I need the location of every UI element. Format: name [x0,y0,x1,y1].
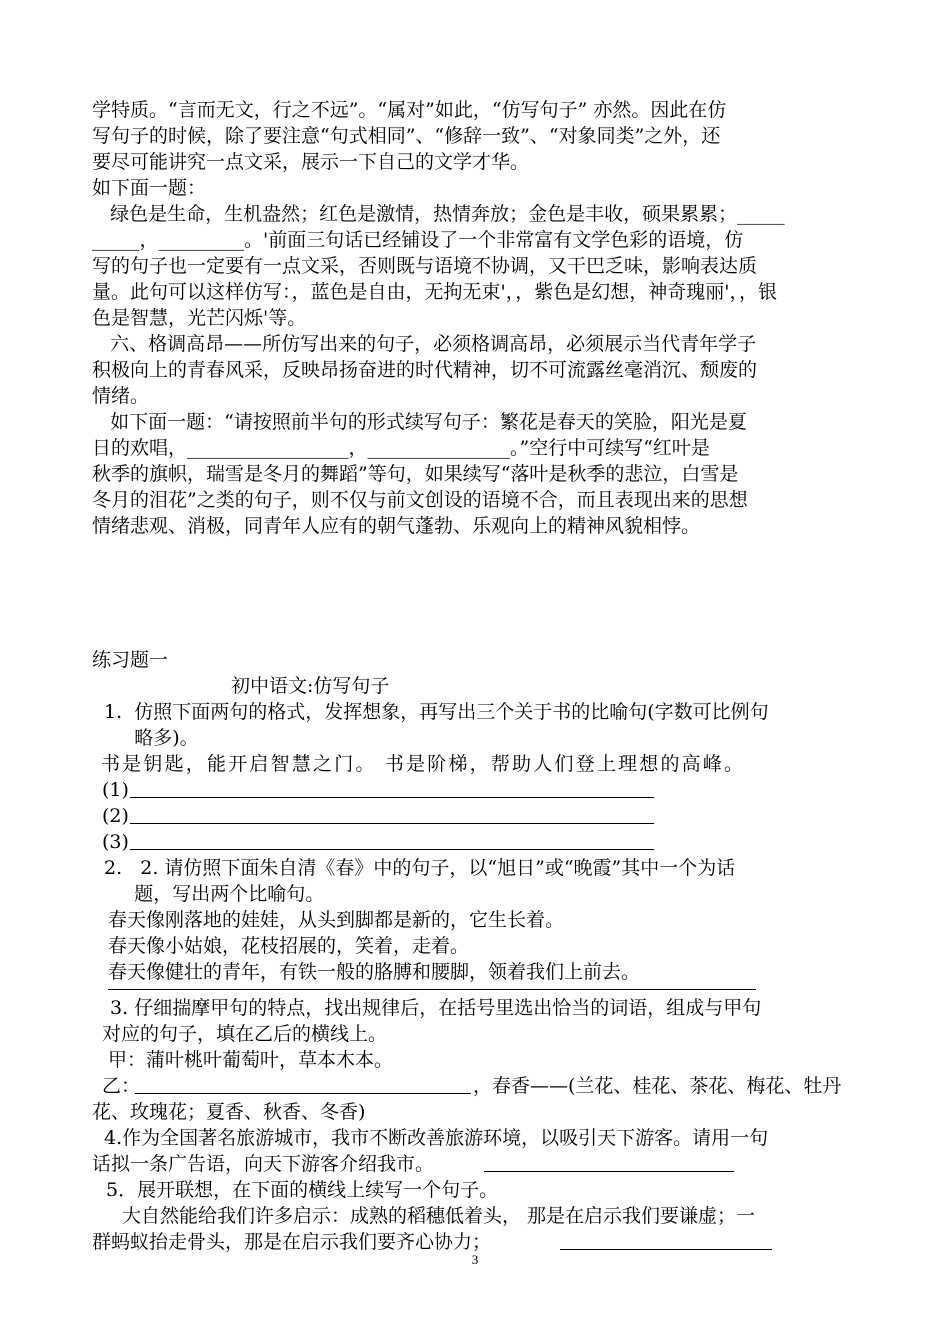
question-3-text: 3. 仔细揣摩甲句的特点，找出规律后，在括号里选出恰当的词语，组成与甲句 [104,997,762,1019]
text-line: 六、格调高昂——所仿写出来的句子，必须格调高昂，必须展示当代青年学子 [92,333,757,355]
question-3-yi-label: 乙： [102,1075,141,1097]
exercise-title: 初中语文:仿写句子 [231,675,390,697]
answer-blank-q5[interactable] [560,1249,772,1250]
text-line: 情绪悲观、消极，同青年人应有的朝气蓬勃、乐观向上的精神风貌相悖。 [92,515,701,537]
text-line: 秋季的旗帜，瑞雪是冬月的舞蹈”等句，如果续写“落叶是秋季的悲泣，白雪是 [92,463,739,485]
question-4-text: 4.作为全国著名旅游城市，我市不断改善旅游环境，以吸引天下游客。请用一句 [104,1127,769,1149]
text-line: 如下面一题：“请按照前半句的形式续写句子：繁花是春天的笑脸，阳光是夏 [92,411,747,433]
answer-label: (2) [102,805,129,827]
text-line: 量。此句可以这样仿写：，蓝色是自由，无拘无束'，，紫色是幻想，神奇瑰丽'，，银 [92,281,777,303]
answer-blank-q3[interactable] [135,1093,471,1094]
text-line: 写句子的时候，除了要注意“句式相同”、“修辞一致”、“对象同类”之外，还 [92,125,721,147]
text-line: 学特质。“言而无文，行之不远”。“属对”如此，“仿写句子” 亦然。因此在仿 [92,99,727,121]
answer-blank-q4[interactable] [484,1171,734,1172]
question-2-text: 题，写出两个比喻句。 [104,883,325,905]
answer-label: (1) [102,779,129,801]
exercise-heading: 练习题一 [92,649,169,671]
answer-blank-1[interactable] [130,797,654,798]
question-4-text: 话拟一条广告语，向天下游客介绍我市。 [92,1153,435,1175]
text-line: 要尽可能讲究一点文采，展示一下自己的文学才华。 [92,151,530,173]
answer-blank-2[interactable] [130,823,654,824]
text-line: 日的欢唱，_________________，_______________。”空行中可续写“红叶是 [92,437,710,459]
text-line: 情绪。 [92,385,150,407]
answer-blank-3[interactable] [130,849,654,850]
text-line: 绿色是生命，生机盎然；红色是激情，热情奔放；金色是丰收，硕果累累；_____ [92,203,785,225]
question-1-text: 1. 仿照下面两句的格式，发挥想象，再写出三个关于书的比喻句(字数可比例句 [104,701,769,723]
question-5-text: 群蚂蚁抬走骨头，那是在启示我们要齐心协力； [92,1231,492,1253]
question-1-example: 书是钥匙，能开启智慧之门。 书是阶梯，帮助人们登上理想的高峰。 [101,753,746,775]
question-3-text: 对应的句子，填在乙后的横线上。 [102,1023,388,1045]
text-line: 色是智慧，光芒闪烁'等。 [92,307,307,329]
question-1-text: 略多)。 [104,727,199,749]
text-line: _____，_________。'前面三句话已经铺设了一个非常富有文学色彩的语境，仿 [92,229,744,251]
question-5-text: 大自然能给我们许多启示：成熟的稻穗低着头， 那是在启示我们要谦虚；一 [122,1205,756,1227]
text-line: 积极向上的青春风采，反映昂扬奋进的时代精神，切不可流露丝毫消沉、颓废的 [92,359,758,381]
answer-blank-q2[interactable] [108,989,756,990]
question-2-example: 春天像健壮的青年，有铁一般的胳膊和腰脚，领着我们上前去。 [108,961,641,983]
text-line: 冬月的泪花”之类的句子，则不仅与前文创设的语境不合，而且表现出来的思想 [92,489,748,511]
question-2-example: 春天像小姑娘，花枝招展的，笑着，走着。 [108,935,470,957]
answer-label: (3) [102,831,129,853]
question-5-text: 5．展开联想，在下面的横线上续写一个句子。 [100,1179,499,1201]
text-line: 如下面一题： [92,177,207,199]
text-line: 写的句子也一定要有一点文采，否则既与语境不协调，又干巴乏味，影响表达质 [92,255,758,277]
page-number: 3 [471,1252,479,1267]
question-3-yi-options: ，春香——(兰花、桂花、茶花、梅花、牡丹 [473,1075,842,1097]
question-2-example: 春天像刚落地的娃娃，从头到脚都是新的，它生长着。 [108,909,565,931]
question-3-text: 花、玫瑰花；夏香、秋香、冬香) [92,1101,366,1123]
question-2-text: 2. 2. 请仿照下面朱自清《春》中的句子，以“旭日”或“晚霞”其中一个为话 [104,857,736,879]
question-3-jia: 甲：蒲叶桃叶葡萄叶，草本木本。 [102,1049,394,1071]
